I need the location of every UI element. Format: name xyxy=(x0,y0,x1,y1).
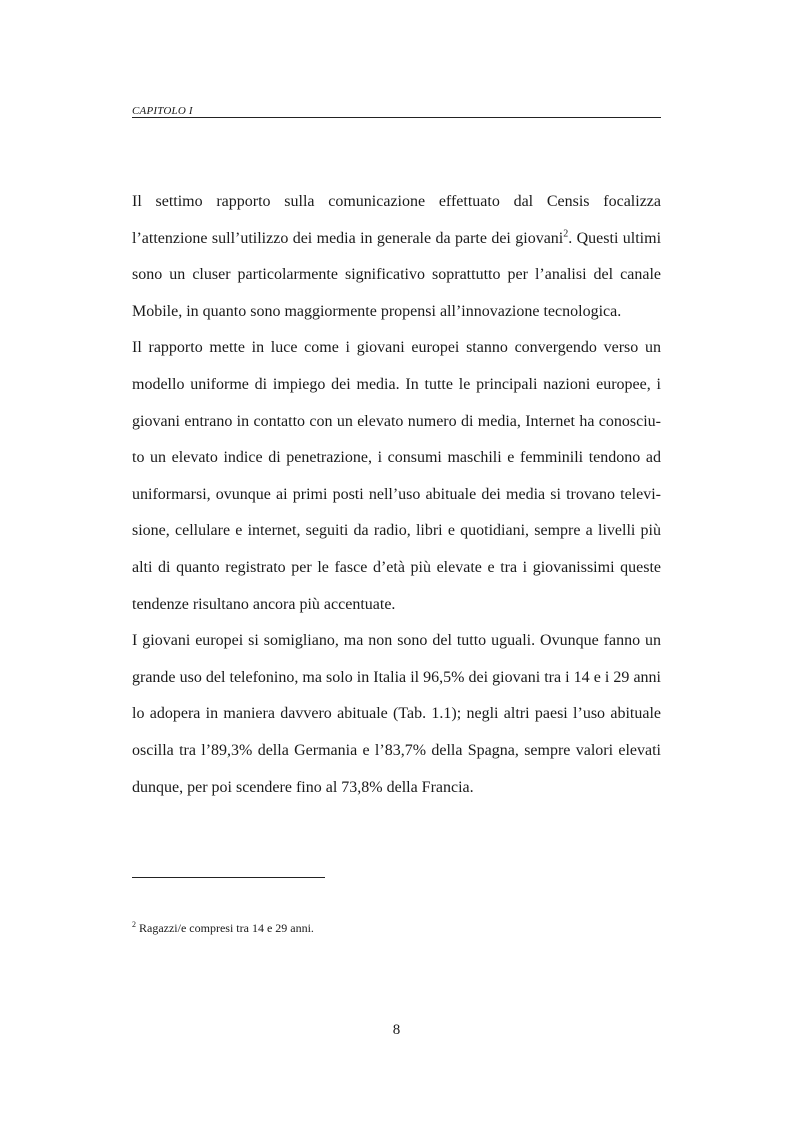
footnote-mark: 2 xyxy=(132,920,136,929)
text-line: Mobile, in quanto sono maggiormente propensi all’innovazione tecnologica. xyxy=(132,302,622,320)
text-line: I giovani europei si somigliano, ma non sono del tutto uguali. Ovunque fanno un xyxy=(132,632,661,650)
text-line: modello uniforme di impiego dei media. In tutte le principali nazioni europee, i xyxy=(132,375,661,393)
body-text xyxy=(132,184,661,806)
text-line: dunque, per poi scendere fino al 73,8% della Francia. xyxy=(132,778,474,796)
text-line: sione, cellulare e internet, seguiti da radio, libri e quotidiani, sempre a livelli più xyxy=(132,522,661,540)
text-line: to un elevato indice di penetrazione, i consumi maschili e femminili tendono ad xyxy=(132,449,661,467)
text-line: tendenze risultano ancora più accentuate. xyxy=(132,595,396,613)
text-line: grande uso del telefonino, ma solo in Italia il 96,5% dei giovani tra i 14 e i 29 anni xyxy=(132,668,661,686)
chapter-label: CAPITOLO I xyxy=(132,105,193,117)
text-fragment: l’attenzione sull’utilizzo dei media in generale da parte dei giovani xyxy=(132,229,564,247)
page-number: 8 xyxy=(392,1022,401,1038)
footnote-separator xyxy=(132,877,325,878)
running-header xyxy=(132,103,661,118)
text-line: Il rapporto mette in luce come i giovani europei stanno convergendo verso un xyxy=(132,339,661,357)
footnote-reference: 2 xyxy=(563,228,569,240)
paragraph-1 xyxy=(132,184,661,330)
text-line: sono un cluser particolarmente significativo soprattutto per l’analisi del canale xyxy=(132,266,661,284)
text-fragment: . Questi ultimi xyxy=(568,229,662,247)
text-line xyxy=(132,221,661,258)
paragraph-3 xyxy=(132,623,661,806)
text-line: uniformarsi, ovunque ai primi posti nell’uso abituale dei media si trovano televi- xyxy=(132,485,661,503)
text-line: Il settimo rapporto sulla comunicazione effettuato dal Censis focalizza xyxy=(132,193,661,210)
text-line: alti di quanto registrato per le fasce d’età più elevate e tra i giovanissimi queste xyxy=(132,558,661,576)
paragraph-2 xyxy=(132,330,661,623)
footnote-text: Ragazzi/e compresi tra 14 e 29 anni. xyxy=(136,921,314,935)
text-line: oscilla tra l’89,3% della Germania e l’83,7% della Spagna, sempre valori elevati xyxy=(132,741,661,759)
text-line: lo adopera in maniera davvero abituale (Tab. 1.1); negli altri paesi l’uso abituale xyxy=(132,705,661,723)
text-line: giovani entrano in contatto con un elevato numero di media, Internet ha conosciu- xyxy=(132,412,661,430)
footnote xyxy=(132,921,314,936)
